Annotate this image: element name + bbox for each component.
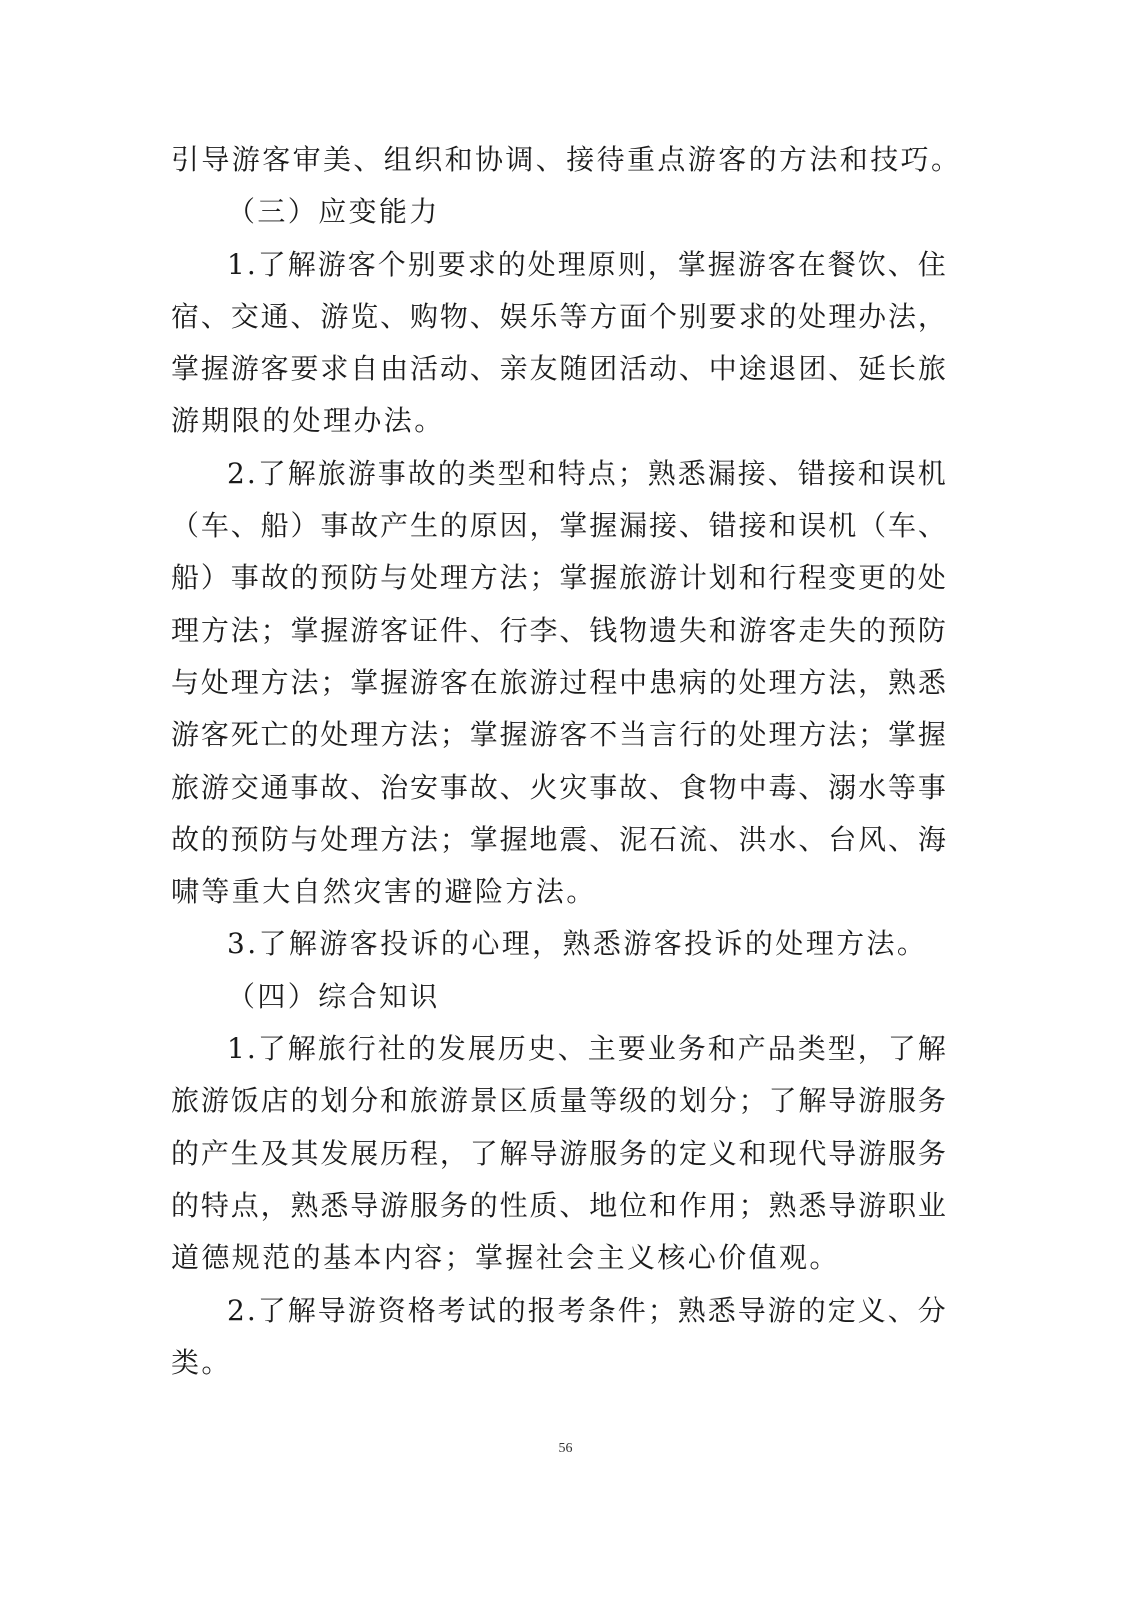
text-line: 1 . 了 解 旅 行 社 的 发 展 历 史 、 主 要 业 务 和 产 品 类 型 ， 了 解 xyxy=(227,1032,946,1066)
section-heading: （三）应变能力 xyxy=(227,195,440,229)
text-line: 2 . 了 解 旅 游 事 故 的 类 型 和 特 点 ； 熟 悉 漏 接 、 错 接 和 误 机 xyxy=(227,456,946,490)
text-line: 的 特 点 ， 熟 悉 导 游 服 务 的 性 质 、 地 位 和 作 用 ； 熟 悉 导 游 职 业 xyxy=(171,1188,946,1222)
text-line: （ 车 、 船 ） 事 故 产 生 的 原 因 ， 掌 握 漏 接 、 错 接 和 误 机 （ 车 、 xyxy=(171,509,946,543)
text-line: 1 . 了 解 游 客 个 别 要 求 的 处 理 原 则 ， 掌 握 游 客 在 餐 饮 、 住 xyxy=(227,247,946,281)
text-line: 游期限的处理办法。 xyxy=(171,404,445,438)
text-line: 旅 游 交 通 事 故 、 治 安 事 故 、 火 灾 事 故 、 食 物 中 毒 、 溺 水 等 事 xyxy=(171,770,946,804)
text-line: 宿 、 交 通 、 游 览 、 购 物 、 娱 乐 等 方 面 个 别 要 求 的 处 理 办 法 ， xyxy=(171,299,946,333)
text-line: 与 处 理 方 法 ； 掌 握 游 客 在 旅 游 过 程 中 患 病 的 处 理 方 法 ， 熟 悉 xyxy=(171,665,946,699)
text-line: 船 ） 事 故 的 预 防 与 处 理 方 法 ； 掌 握 旅 游 计 划 和 行 程 变 更 的 处 xyxy=(171,561,946,595)
text-line: 2 . 了 解 导 游 资 格 考 试 的 报 考 条 件 ； 熟 悉 导 游 的 定 义 、 分 xyxy=(227,1293,946,1327)
section-heading: （四）综合知识 xyxy=(227,979,440,1013)
text-line: 引导游客审美、组织和协调、接待重点游客的方法和技巧。 xyxy=(171,143,962,176)
page-number: 56 xyxy=(558,1441,573,1456)
text-line: 掌 握 游 客 要 求 自 由 活 动 、 亲 友 随 团 活 动 、 中 途 退 团 、 延 长 旅 xyxy=(171,352,946,386)
text-line: 理 方 法 ； 掌 握 游 客 证 件 、 行 李 、 钱 物 遗 失 和 游 客 走 失 的 预 防 xyxy=(171,613,946,647)
text-line: 的 产 生 及 其 发 展 历 程 ， 了 解 导 游 服 务 的 定 义 和 现 代 导 游 服 务 xyxy=(171,1136,946,1170)
text-line: 3.了解游客投诉的心理，熟悉游客投诉的处理方法。 xyxy=(227,927,928,961)
text-line: 故 的 预 防 与 处 理 方 法 ； 掌 握 地 震 、 泥 石 流 、 洪 水 、 台 风 、 海 xyxy=(171,822,946,856)
text-line: 啸等重大自然灾害的避险方法。 xyxy=(171,875,597,909)
text-line: 类。 xyxy=(171,1345,232,1379)
text-line: 游 客 死 亡 的 处 理 方 法 ； 掌 握 游 客 不 当 言 行 的 处 理 方 法 ； 掌 握 xyxy=(171,718,946,752)
text-line: 道德规范的基本内容；掌握社会主义核心价值观。 xyxy=(171,1241,840,1275)
text-line: 旅 游 饭 店 的 划 分 和 旅 游 景 区 质 量 等 级 的 划 分 ； 了 解 导 游 服 务 xyxy=(171,1084,946,1118)
document-body xyxy=(171,134,962,1389)
